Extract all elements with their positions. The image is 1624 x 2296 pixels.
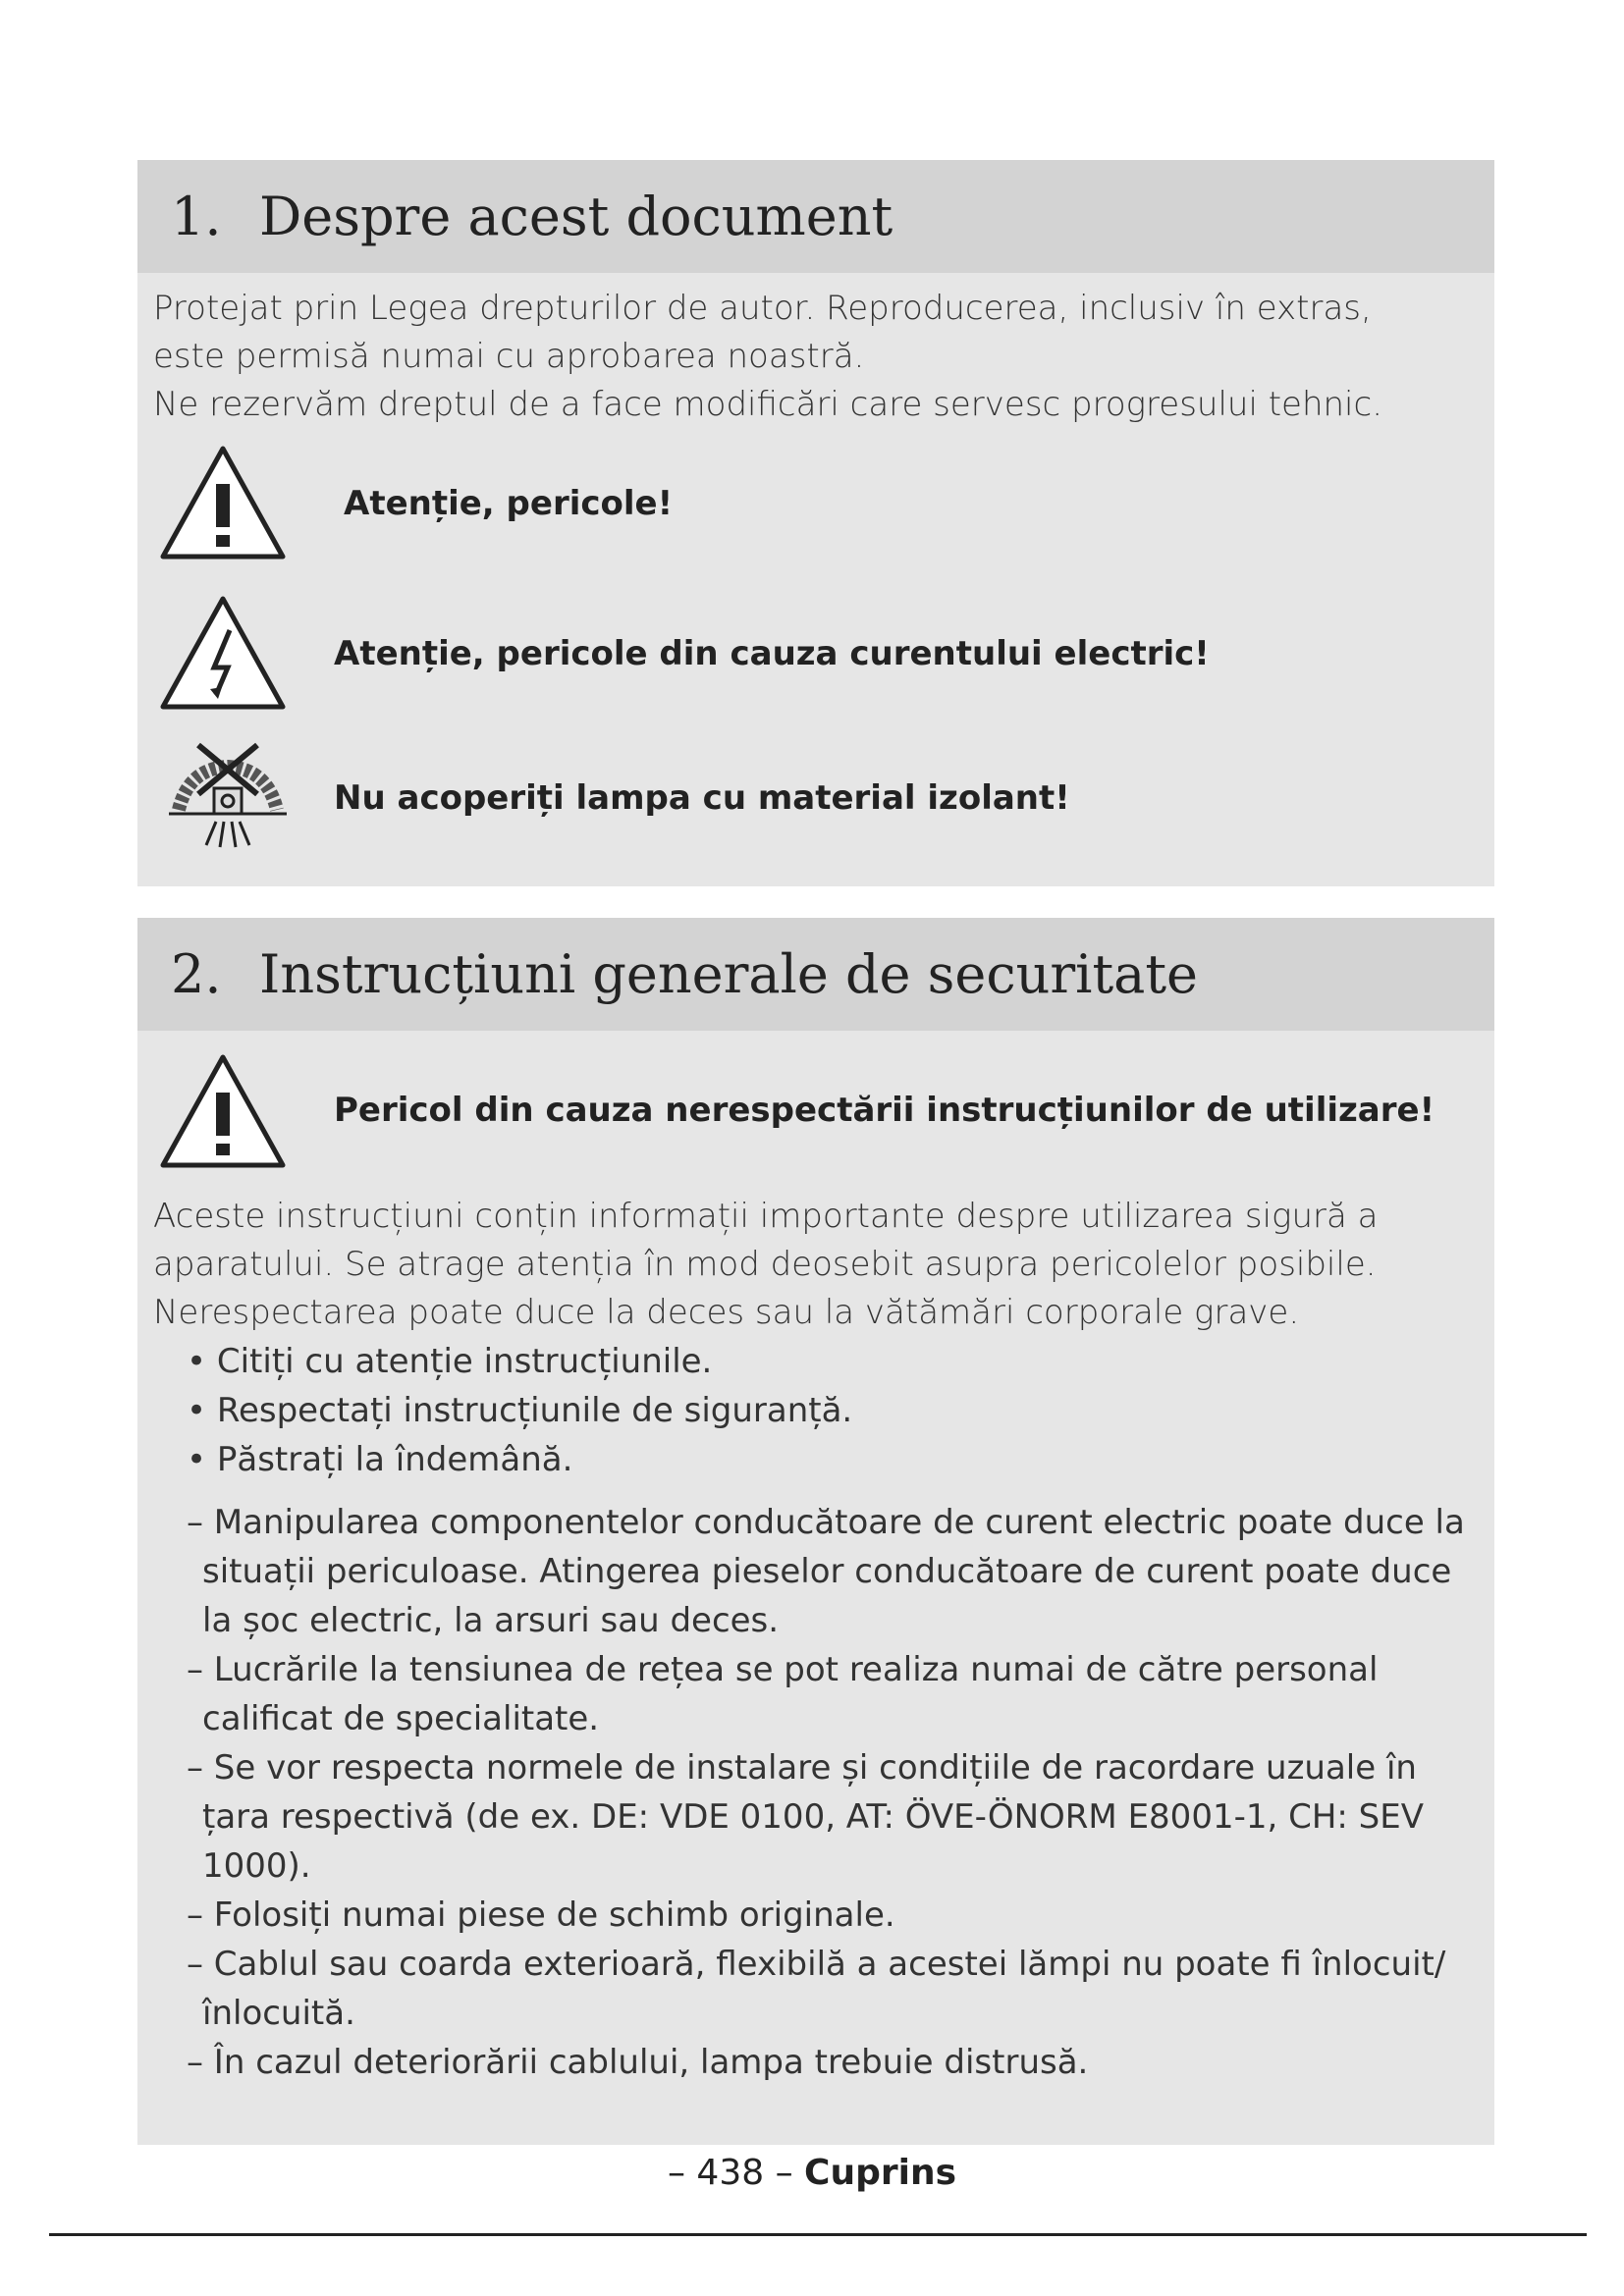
dash-item: – În cazul deteriorării cablului, lampa trebuie distrusă. [187, 2043, 1089, 2082]
bullet-item: • Citiți cu atenție instrucțiunile. [187, 1337, 1494, 1386]
electric-hazard-icon [159, 595, 287, 711]
bullet-list [137, 1337, 1494, 1484]
section-title: Despre acest document [259, 186, 893, 247]
section-general-safety [137, 918, 1494, 2145]
paragraph-line: Nerespectarea poate duce la deces sau la vătămări corporale grave. [153, 1293, 1300, 1332]
warning-text: Pericol din cauza nerespectării instrucțiunilor de utilizare! [334, 1091, 1435, 1130]
warning-row [137, 595, 1494, 742]
warning-triangle-icon [159, 1053, 287, 1169]
dash-item: – Cablul sau coarda exterioară, flexibilă a acestei lămpi nu poate fi înlocuit/înlocuită. [187, 1945, 1446, 2033]
safety-content [137, 1193, 1494, 2087]
warning-row [137, 739, 1494, 886]
warning-text: Atenție, pericole! [344, 484, 674, 523]
contents-link[interactable]: Cuprins [804, 2153, 957, 2193]
warning-triangle-icon [159, 445, 287, 561]
warning-row [137, 1053, 1494, 1201]
no-insulation-cover-icon [159, 739, 297, 857]
paragraph-line: este permisă numai cu aprobarea noastră. [153, 337, 865, 376]
paragraph-line: aparatului. Se atrage atenția în mod deosebit asupra pericolelor posibile. [153, 1245, 1377, 1284]
paragraph-line: Ne rezervăm dreptul de a face modificări care servesc progresului tehnic. [153, 385, 1383, 424]
page-number: – 438 – [667, 2153, 793, 2193]
paragraph-line: Protejat prin Legea drepturilor de autor. Reproducerea, inclusiv în extras, [153, 289, 1372, 328]
bullet-item: • Respectați instrucțiunile de siguranță. [187, 1386, 1494, 1435]
section-header [137, 160, 1494, 273]
dash-list [137, 1498, 1494, 2087]
section-number: 2. [171, 943, 222, 1005]
safety-paragraph [137, 1193, 1494, 1337]
section-header [137, 918, 1494, 1031]
dash-item: – Se vor respecta normele de instalare și condițiile de racordare uzuale în țara respectivă (de ex. DE: VDE 0100, AT: ÖVE-ÖNORM E8001-1, CH: SEV 1000). [187, 1748, 1424, 1886]
section-title: Instrucțiuni generale de securitate [259, 943, 1198, 1005]
paragraph-line: Aceste instrucțiuni conțin informații importante despre utilizarea sigură a [153, 1197, 1379, 1236]
copyright-paragraph [137, 273, 1494, 429]
dash-item: – Lucrările la tensiunea de rețea se pot realiza numai de către personal calificat de specialitate. [187, 1650, 1379, 1738]
section-number: 1. [171, 186, 222, 247]
dash-item: – Manipularea componentelor conducătoare de curent electric poate duce la situații periculoase. Atingerea pieselor conducătoare de curent poate duce la șoc electric, la arsuri sau deces. [187, 1503, 1465, 1640]
warning-row [137, 445, 1494, 592]
warning-text: Nu acoperiți lampa cu material izolant! [334, 778, 1070, 818]
dash-item: – Folosiți numai piese de schimb originale. [187, 1896, 895, 1935]
warning-text: Atenție, pericole din cauza curentului electric! [334, 634, 1210, 673]
footer-divider [49, 2233, 1587, 2236]
section-about-document [137, 160, 1494, 886]
page-footer [0, 2153, 1624, 2193]
bullet-item: • Păstrați la îndemână. [187, 1435, 1494, 1484]
